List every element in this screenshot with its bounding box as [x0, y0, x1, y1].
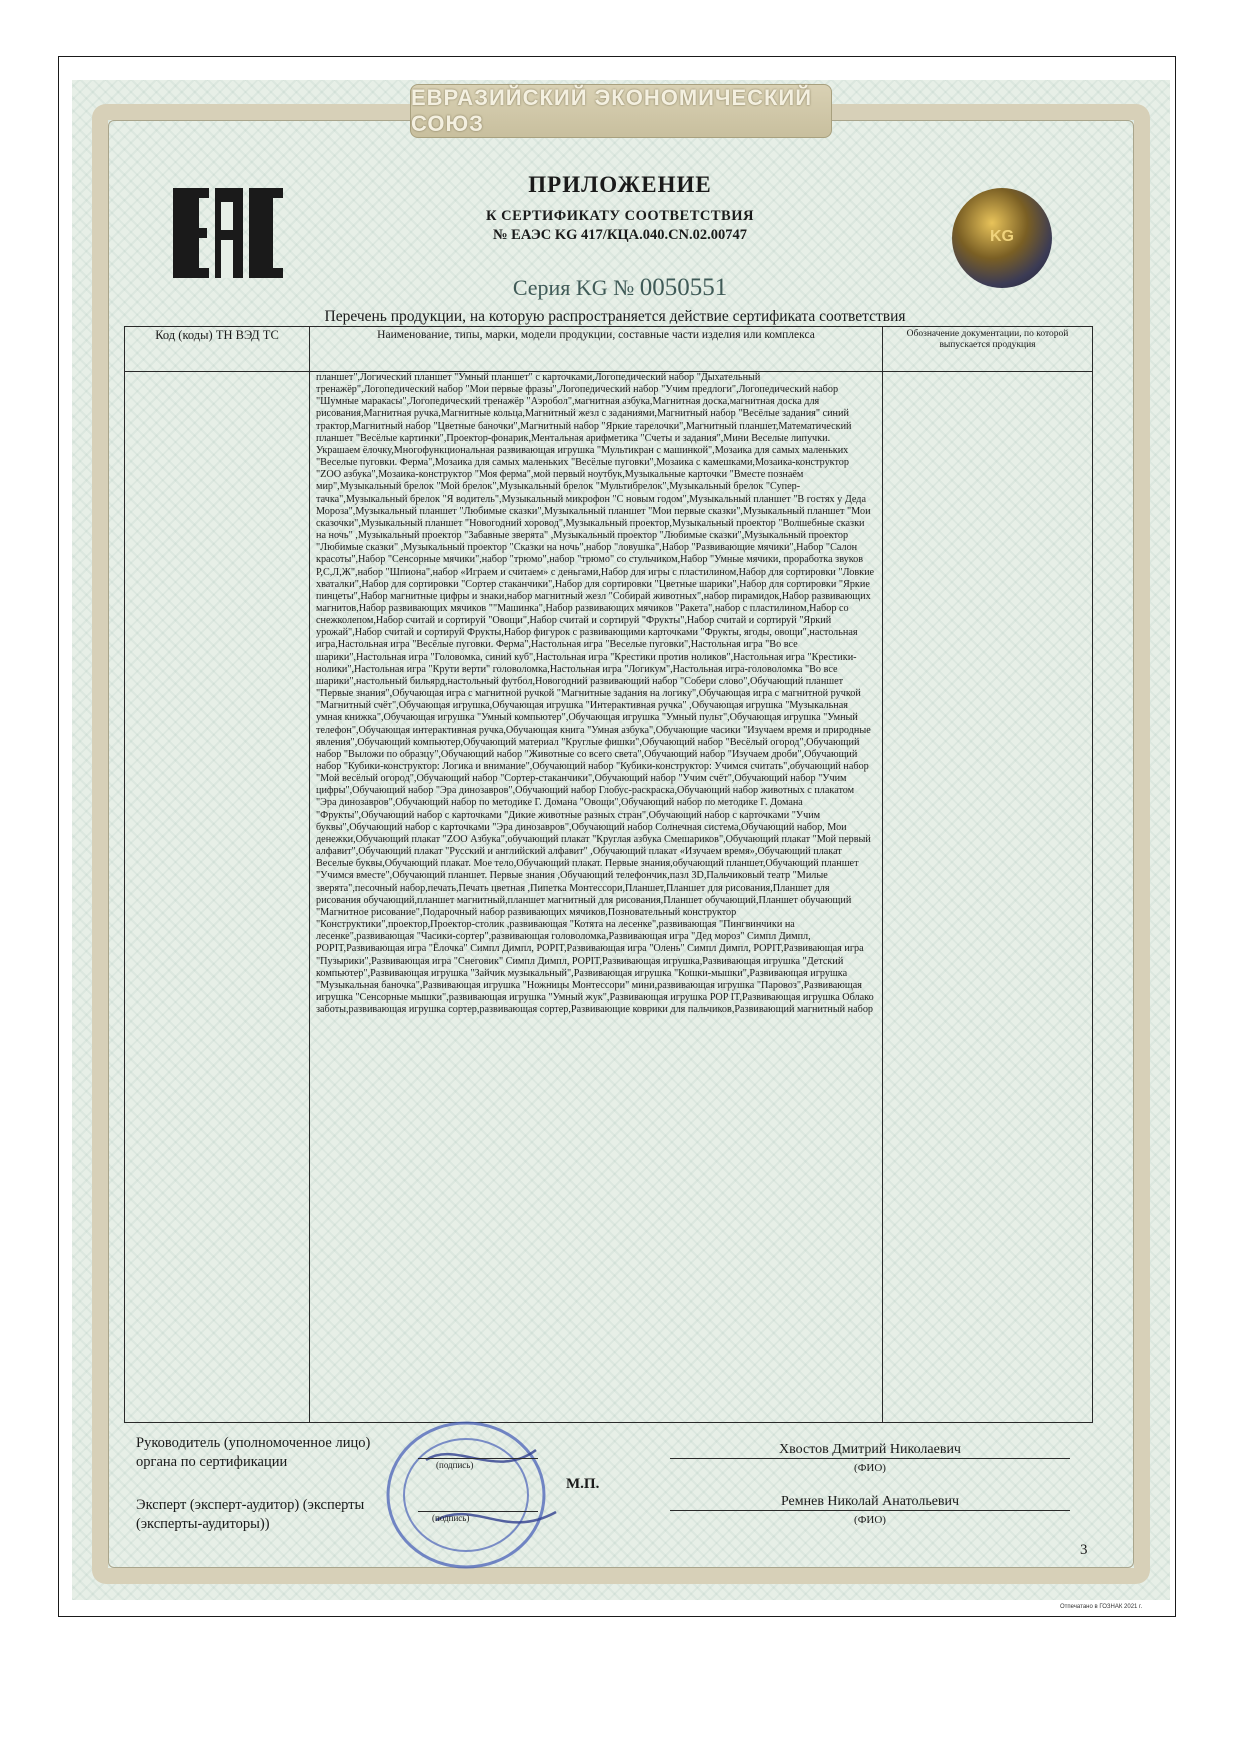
round-stamp-icon	[386, 1420, 606, 1570]
signature-caption-expert: (подпись)	[432, 1513, 470, 1523]
cell-docs	[883, 372, 1093, 1423]
stamp-place-label: М.П.	[566, 1476, 600, 1492]
cell-products: планшет",Логический планшет "Умный планшет" с карточками,Логопедический набор "Дыхательный тренажёр",Логопедический набор "Мои первые фразы",Логопедический набор "Учим предлоги",Логопедический набор "Шумные маракасы",Логопедический тренажёр "Аэробол",магнитная азбука,Магнитная доска,магнитная доска для рисования,Магнитная ручка,Магнитные кольца,Магнитный жезл с заданиями,Магнитный набор "Весёлые задания" синий трактор,Магнитный набор "Цветные баночки",Магнитный набор "Яркие тарелочки",Магнитный планшет,Математический планшет "Весёлые картинки",Проектор-фонарик,Ментальная арифметика "Счеты и задания",Мини Веселые липучки. Украшаем ёлочку,Многофункциональная развивающая игрушка "Мультикран с машинкой",Мозаика для самых маленьких "Веселые пуговки. Ферма",Мозаика для самых маленьких "Весёлые пуговки",Мозаика с камешками,Мозаика-конструктор "ZOO азбука",Мозаика-конструктор "Моя ферма",мой первый ноутбук,Музыкальные карточки "Вместе познаём мир",Музыкальный брелок "Мой брелок",Музыкальный брелок "Мультибрелок",Музыкальный брелок "Супер-тачка",Музыкальный брелок "Я водитель",Музыкальный микрофон "С новым годом",Музыкальный планшет "В гостях у Деда Мороза",Музыкальный планшет "Любимые сказки",Музыкальный планшет "Мои первые сказки",Музыкальный планшет "Мои сказочки",Музыкальный планшет "Новогодний хоровод",Музыкальный проектор,Музыкальный проектор "Волшебные сказки на ночь" ,Музыкальный проектор "Забавные зверята" ,Музыкальный проектор "Любимые сказки",Музыкальный проектор "Любимые сказки" ,Музыкальный проектор "Сказки на ночь",набор "ловушка",Набор "Развивающие мячики",Набор "Салон красоты",Набор "Сенсорные мячики",набор "трюмо",набор "трюмо" со стульчиком,Набор "Умные мячики, проработка звуков Р,С,Л,Ж",набор "Шпиона",набор «Играем и считаем» с деньгами,Набор для игры с пластилином,Набор для сортировки "Ловкие хваталки",Набор для сортировки "Сортер стаканчики",Набор для сортировки "Цветные шарики",Набор для сортировки "Яркие пинцеты",Набор магнитные цифры и знаки,набор магнитный жезл "Собирай животных",набор пирамидок,Набор развивающих магнитов,Набор развивающих мячиков ""Машинка",Набор развивающих мячиков "Ракета",набор с пластилином,Набор со снежколепом,Набор считай и сортируй "Овощи",Набор считай и сортируй "Фрукты",Набор считай и сортируй "Яркий урожай",Набор считай и сортируй Фрукты,Набор фигурок с развивающими карточками "Фрукты, ягоды, овощи",настольная игра,Настольная игра "Весёлые пуговки. Ферма",Настольная игра "Веселые пуговки",Настольная игра "Во все шарики",Настольная игра "Головомка, синий куб",Настольная игра "Крестики против ноликов",Настольная игра "Крестики-нолики",Настольная игра "Крути верти" головоломка,Настольная игра "Логикум",Настольная игра-головоломка "Во все шарики",настольный бильярд,настольный футбол,Новогодний развивающий набор "Собери слово",Обучающий планшет "Первые знания",Обучающая игра с магнитной ручкой "Магнитные задания на логику",Обучающая игра с магнитной ручкой "Магнитный счёт",Обучающая игрушка,Обучающая игрушка "Интерактивная ручка" ,Обучающая игрушка "Музыкальная умная книжка",Обучающая игрушка "Умный компьютер",Обучающая игрушка "Умный пульт",Обучающая игрушка "Умный телефон",Обучающая интерактивная ручка,Обучающая книга "Умная азбука",Обучающие часики "Изучаем время и природные явления",Обучающий компьютер,Обучающий материал "Круглые фишки",Обучающий набор "Весёлый огород",Обучающий набор "Выложи по образцу",Обучающий набор "Животные со всего света",Обучающий набор "Изучаем дроби",Обучающий набор "Кубики-конструктор: Логика и внимание",Обучающий набор "Кубики-конструктор: Учимся считать",обучающий набор "Мой весёлый огород",Обучающий набор "Сортер-стаканчики",Обучающий набор "Учим счёт",Обучающий набор "Учим цифры",Обучающий набор "Эра динозавров",Обучающий набор Глобус-раскраска,Обучающий набор животных с плакатом "Эра динозавров",Обучающий набор по методике Г. Домана "Овощи",Обучающий набор по методике Г. Домана "Фрукты",Обучающий набор с карточками "Дикие животные разных стран",Обучающий набор с карточками "Учим буквы",Обучающий набор с карточками "Эра динозавров",Обучающий набор Солнечная система,Обучающий набор, Мои денежки,Обучающий плакат "ZOO Азбука",обучающий плакат "Круглая азбука Смешариков",Обучающий плакат "Мой первый алфавит",Обучающий плакат "Русский и английский алфавит" ,Обучающий плакат «Изучаем время»,Обучающий плакат Веселые буквы,Обучающий плакат. Мое тело,Обучающий плакат. Первые знания,обучающий планшет,Обучающий планшет "Учимся вместе",Обучающий планшет. Первые знания ,Обучающий телефончик,пазл 3D,Пальчиковый театр "Милые зверята",песочный набор,печать,Печать цветная ,Пипетка Монтессори,Планшет,Планшет для рисования,Планшет для рисования обучающий,планшет магнитный,планшет магнитный для рисования,Планшет обучающий,Планшет обучающий "Магнитное рисование",Подарочный набор развивающих мячиков,Позновательный конструктор "Конструктики",проектор,Проектор-столик ,развивающая "Котята на лесенке",развивающая "Пингвинчики на лесенке",развивающая "Часики-сортер",развивающая головоломка,Развивающая игра "Дед мороз" Симпл Димпл, POPIT,Развивающая игра "Ёлочка" Симпл Димпл, POPIT,Развивающая игра "Олень" Симпл Димпл, POPIT,Развивающая игра "Пузырики",Развивающая игра "Снеговик" Симпл Димпл, POPIT,Развивающая игрушка,Развивающая игрушка "Детский компьютер",Развивающая игрушка "Зайчик музыкальный",Развивающая игрушка "Кошки-мышки",Развивающая игрушка "Музыкальная баночка",Развивающая игрушка "Ножницы Монтессори" мини,развивающая игрушка "Паровоз",Развивающая игрушка "Сенсорные мышки",развивающая игрушка "Умный жук",Развивающая игрушка POP IT,Развивающая игрушка Облако заботы,развивающая игрушка сортер,развивающая сортер,Развивающие коврики для пальчиков,Развивающий магнитный набор	[310, 372, 883, 1423]
document-subtitle: К СЕРТИФИКАТУ СООТВЕТСТВИЯ	[486, 208, 754, 224]
table-header-row	[125, 327, 1093, 372]
union-banner: ЕВРАЗИЙСКИЙ ЭКОНОМИЧЕСКИЙ СОЮЗ	[410, 84, 832, 138]
products-table	[124, 326, 1093, 1423]
head-label: Руководитель (уполномоченное лицо) органа по сертификации	[136, 1435, 371, 1470]
column-header-code: Код (коды) ТН ВЭД ТС	[125, 327, 310, 372]
expert-label: Эксперт (эксперт-аудитор) (эксперты (эксперты-аудиторы))	[136, 1497, 365, 1532]
certificate-number: № ЕАЭС KG 417/КЦА.040.CN.02.00747	[492, 227, 748, 243]
column-header-docs: Обозначение документации, по которой выпускается продукция	[883, 327, 1093, 372]
list-title: Перечень продукции, на которую распространяется действие сертификата соответствия	[324, 308, 906, 325]
hologram-seal-icon	[952, 188, 1052, 288]
hologram-text: KG	[990, 228, 1014, 245]
series-value: 0050551	[639, 274, 728, 301]
series-label: Серия KG №	[512, 275, 635, 300]
document-title: ПРИЛОЖЕНИЕ	[528, 172, 712, 197]
column-header-name: Наименование, типы, марки, модели продукции, составные части изделия или комплекса	[310, 327, 883, 372]
printer-note: Отпечатано в ГОЗНАК 2021 г.	[1060, 1604, 1143, 1610]
page-number: 3	[1080, 1542, 1088, 1558]
cell-code	[125, 372, 310, 1423]
expert-name: Ремнев Николай Анатольевич	[670, 1494, 1070, 1511]
signature-line-head	[418, 1458, 538, 1459]
head-name: Хвостов Дмитрий Николаевич	[670, 1442, 1070, 1459]
head-fio-caption: (ФИО)	[854, 1462, 886, 1474]
eac-logo-icon	[173, 188, 283, 278]
signature-line-expert	[418, 1511, 538, 1512]
document-title-block	[370, 172, 870, 244]
signature-caption-head: (подпись)	[436, 1460, 474, 1470]
series-number	[490, 274, 750, 302]
table-row	[125, 372, 1093, 1423]
expert-fio-caption: (ФИО)	[854, 1514, 886, 1526]
